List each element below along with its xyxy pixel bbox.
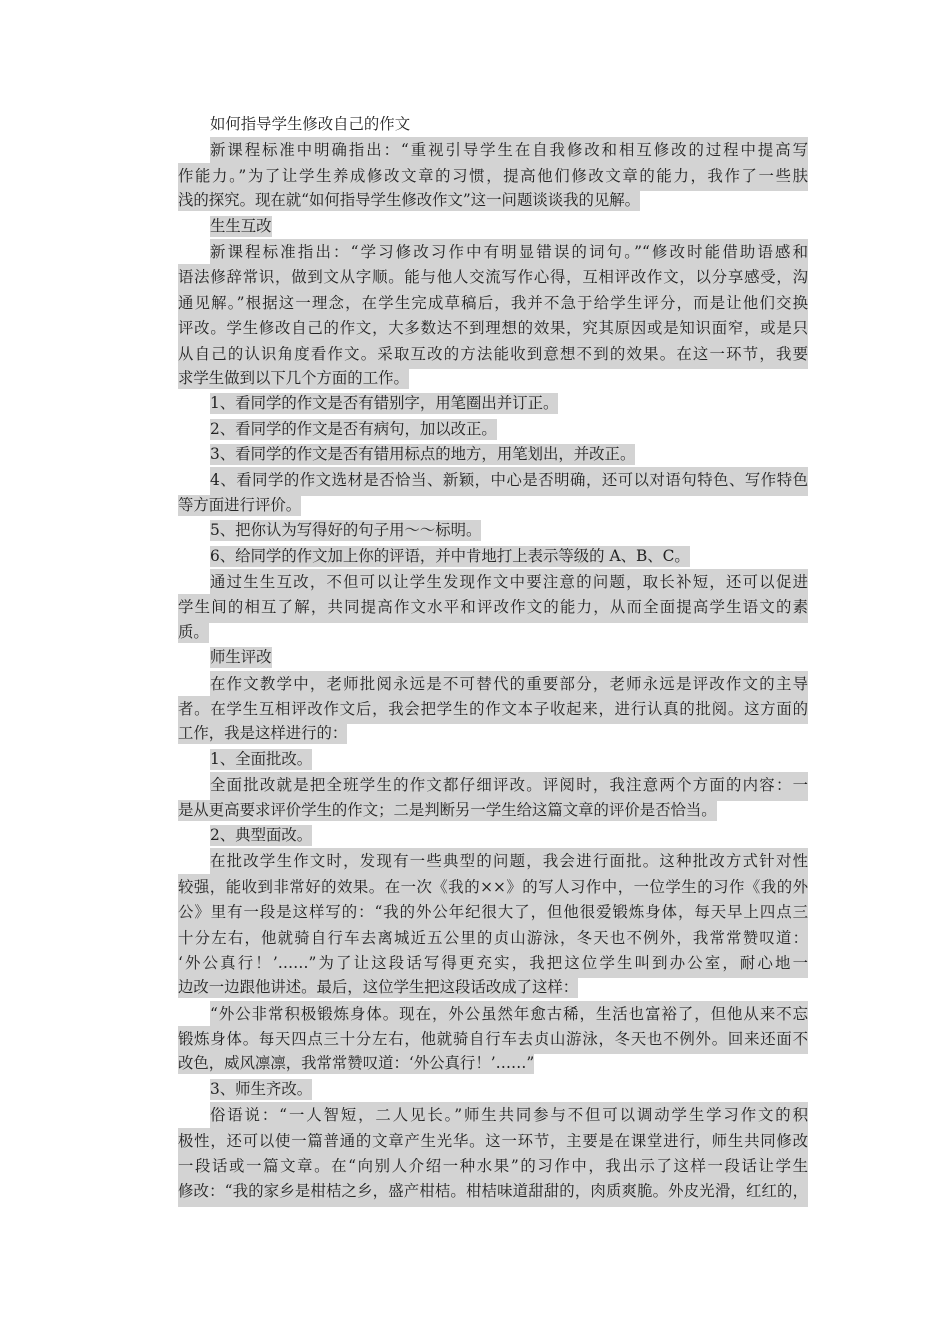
text-line-content: 求学生做到以下几个方面的工作。 — [178, 368, 409, 387]
text-line — [178, 137, 808, 162]
text-line-content: 如何指导学生修改自己的作文 — [210, 115, 411, 133]
text-line — [178, 214, 808, 239]
text-line-content: 2、典型面改。 — [210, 825, 313, 844]
text-line — [178, 315, 808, 340]
text-line — [178, 747, 808, 772]
text-line-content: 4、看同学的作文选材是否恰当、新颖，中心是否明确，还可以对语句特色、写作特色 — [210, 467, 808, 495]
text-line — [178, 290, 808, 315]
text-line-content: 边改一边跟他讲述。最后，这位学生把这段话改成了这样： — [178, 978, 579, 997]
text-line-content: 学生间的相互了解，共同提高作文水平和评改作文的能力，从而全面提高学生语文的素 — [178, 594, 808, 622]
text-line — [178, 569, 808, 594]
text-line — [178, 391, 808, 416]
text-line-content: 是从更高要求评价学生的作文；二是判断另一学生给这篇文章的评价是否恰当。 — [178, 800, 717, 819]
document-body — [178, 112, 808, 1204]
text-line — [178, 823, 808, 848]
text-line-content: 1、看同学的作文是否有错别字，用笔圈出并订正。 — [210, 394, 559, 413]
text-line-content: 改色，威风凛凛，我常常赞叹道：‘外公真行！’……” — [178, 1054, 535, 1073]
text-line-content: 较强，能收到非常好的效果。在一次《我的××》的写人习作中，一位学生的习作《我的外 — [178, 874, 808, 902]
text-line-content: 等方面进行评价。 — [178, 495, 302, 514]
text-line-content: 通见解。”根据这一理念，在学生完成草稿后，我并不急于给学生评分，而是让他们交换 — [178, 290, 808, 318]
text-line-content: 一段话或一篇文章。在“向别人介绍一种水果”的习作中，我出示了这样一段话让学生 — [178, 1153, 808, 1181]
text-line — [178, 696, 808, 721]
text-line — [178, 950, 808, 975]
text-line-content: 公》里有一段是这样写的：“我的外公年纪很大了，但他很爱锻炼身体，每天早上四点三 — [178, 899, 808, 927]
text-line — [178, 1026, 808, 1051]
text-line-content: 从自己的认识角度看作文。采取互改的方法能收到意想不到的效果。在这一环节，我要 — [178, 341, 808, 369]
text-line-content: 通过生生互改，不但可以让学生发现作文中要注意的问题，取长补短，还可以促进 — [210, 569, 808, 597]
text-line-content: “外公非常积极锻炼身体。现在，外公虽然年愈古稀，生活也富裕了，但他从来不忘 — [210, 1001, 808, 1029]
text-line-content: 2、看同学的作文是否有病句，加以改正。 — [210, 419, 497, 438]
text-line — [178, 1077, 808, 1102]
text-line-content: 作能力。”为了让学生养成修改文章的习惯，提高他们修改文章的能力，我作了一些肤 — [178, 163, 808, 191]
text-line-content: 在作文教学中，老师批阅永远是不可替代的重要部分，老师永远是评改作文的主导 — [210, 671, 808, 699]
text-line — [178, 1153, 808, 1178]
text-line-content: 俗语说：“一人智短，二人见长。”师生共同参与不但可以调动学生学习作文的积 — [210, 1102, 808, 1130]
text-line-content: 工作，我是这样进行的： — [178, 724, 348, 743]
text-line — [178, 1128, 808, 1153]
text-line — [178, 671, 808, 696]
text-line-content: 师生评改 — [210, 648, 272, 667]
text-line — [178, 366, 808, 391]
text-line — [178, 467, 808, 492]
text-line — [178, 518, 808, 543]
text-line — [178, 848, 808, 873]
text-line — [178, 925, 808, 950]
text-line-content: 质。 — [178, 622, 209, 641]
text-line-content: 新课程标准中明确指出：“重视引导学生在自我修改和相互修改的过程中提高写 — [210, 137, 808, 165]
text-line-content: 5、把你认为写得好的句子用～～标明。 — [210, 521, 482, 540]
text-line — [178, 1178, 808, 1203]
text-line — [178, 239, 808, 264]
text-line — [178, 442, 808, 467]
text-line-content: 十分左右，他就骑自行车去离城近五公里的贞山游泳，冬天也不例外，我常常赞叹道： — [178, 925, 808, 953]
text-line-content: 修改：“我的家乡是柑桔之乡，盛产柑桔。柑桔味道甜甜的，肉质爽脆。外皮光滑，红红的， — [178, 1178, 808, 1206]
text-line — [178, 645, 808, 670]
text-line — [178, 721, 808, 746]
text-line — [178, 899, 808, 924]
text-line-content: 1、全面批改。 — [210, 749, 313, 768]
text-line — [178, 163, 808, 188]
text-line — [178, 1001, 808, 1026]
text-line — [178, 188, 808, 213]
text-line-content: 全面批改就是把全班学生的作文都仔细评改。评阅时，我注意两个方面的内容：一 — [210, 772, 808, 800]
text-line — [178, 798, 808, 823]
text-line — [178, 493, 808, 518]
text-line-content: 浅的探究。现在就“如何指导学生修改作文”这一问题谈谈我的见解。 — [178, 191, 641, 210]
text-line-content: ‘外公真行！’……”为了让这段话写得更充实，我把这位学生叫到办公室，耐心地一 — [178, 950, 808, 978]
text-line-content: 极性，还可以使一篇普通的文章产生光华。这一环节，主要是在课堂进行，师生共同修改 — [178, 1128, 808, 1156]
text-line — [178, 341, 808, 366]
text-line-content: 新课程标准指出：“学习修改习作中有明显错误的词句。”“修改时能借助语感和 — [210, 239, 808, 267]
text-line-content: 者。在学生互相评改作文后，我会把学生的作文本子收起来，进行认真的批阅。这方面的 — [178, 696, 808, 724]
text-line — [178, 975, 808, 1000]
text-line — [178, 874, 808, 899]
text-line — [178, 112, 808, 137]
text-line-content: 3、师生齐改。 — [210, 1079, 313, 1098]
text-line — [178, 1051, 808, 1076]
text-line-content: 语法修辞常识，做到文从字顺。能与他人交流写作心得，互相评改作文，以分享感受，沟 — [178, 264, 808, 292]
text-line-content: 3、看同学的作文是否有错用标点的地方，用笔划出，并改正。 — [210, 445, 636, 464]
text-line — [178, 544, 808, 569]
text-line — [178, 772, 808, 797]
text-line — [178, 620, 808, 645]
text-line — [178, 417, 808, 442]
text-line — [178, 264, 808, 289]
text-line-content: 6、给同学的作文加上你的评语，并中肯地打上表示等级的 A、B、C。 — [210, 546, 690, 565]
text-line — [178, 594, 808, 619]
text-line-content: 评改。学生修改自己的作文，大多数达不到理想的效果，究其原因或是知识面窄，或是只 — [178, 315, 808, 343]
text-line-content: 锻炼身体。每天四点三十分左右，他就骑自行车去贞山游泳，冬天也不例外。回来还面不 — [178, 1026, 808, 1054]
text-line — [178, 1102, 808, 1127]
text-line-content: 在批改学生作文时，发现有一些典型的问题，我会进行面批。这种批改方式针对性 — [210, 848, 808, 876]
text-line-content: 生生互改 — [210, 216, 272, 235]
